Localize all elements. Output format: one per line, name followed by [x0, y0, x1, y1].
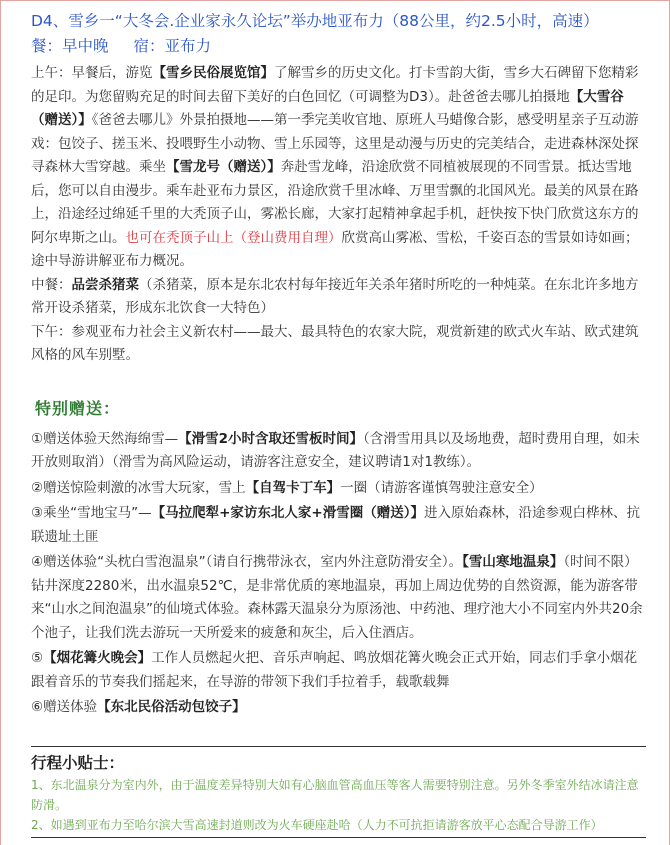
- text: （含滑雪用具以及场地费，超时费用自理，如未开放则取消）（滑雪为高风险运动，请游客注意安全，建议聘请1对1教练）。: [31, 430, 640, 470]
- tip-item: 1、东北温泉分为室内外，由于温度差异特别大如有心脑血管高血压等客人需要特别注意。另外冬季室外结冰请注意防滑。: [31, 778, 639, 812]
- day-title: D4、雪乡一“大冬会.企业家永久论坛”举办地亚布力（88公里，约2.5小时，高速）: [31, 12, 599, 30]
- lodging-label: 宿：亚布力: [133, 37, 211, 55]
- afternoon-paragraph: 下午：参观亚布力社会主义新农村——最大、最具特色的农家大院，观赏新建的欧式火车站、欧式建筑风格的风车别墅。: [31, 323, 639, 363]
- highlight: 【雪龙号（赠送）】: [166, 159, 281, 175]
- highlight: 【烟花篝火晚会】: [43, 650, 152, 666]
- highlight: 【雪乡民俗展览馆】: [152, 65, 274, 81]
- morning-paragraph: [31, 62, 646, 274]
- day-content: [31, 8, 646, 722]
- text: ⑤: [31, 650, 44, 666]
- text: 中餐：: [31, 276, 72, 293]
- gift-item: [31, 502, 646, 549]
- text: ③乘坐“雪地宝马”—: [31, 505, 152, 521]
- text: 进入原始森林，沿途参观白桦林、抗联遗址土匪: [31, 505, 640, 545]
- text: ①赠送体验天然海绵雪—: [31, 430, 179, 447]
- top-border: [1, 0, 670, 1]
- text: 欣赏高山雾凇、雪松，千姿百态的雪景如诗如画；途中导游讲解亚布力概况。: [31, 229, 639, 269]
- highlight: 【马拉爬犁+家访东北人家+滑雪圈（赠送）】: [151, 505, 424, 521]
- highlight: 【大雪谷（赠送）】: [31, 88, 624, 128]
- highlight: 【滑雪2小时含取还雪板时间】: [178, 430, 364, 447]
- gifts-title: 特别赠送：: [35, 398, 121, 418]
- tip-item: 2、如遇到亚布力至哈尔滨大雪高速封道则改为火车硬座赴哈（人力不可抗拒请游客放平心态配合导游工作）: [31, 818, 603, 832]
- highlight: 【雪山寒地温泉】: [462, 554, 564, 570]
- highlight: 【自驾卡丁车】: [245, 479, 341, 496]
- tips-title: 行程小贴士：: [31, 754, 125, 772]
- text: 了解雪乡的历史文化。打卡雪韵大街，雪乡大石碑留下您精彩的足印。为您留购充足的时间去留下美好的白色回忆（可调整为D3）。赴爸爸去哪儿拍摄地: [31, 65, 639, 105]
- text: 上午：早餐后，游览: [31, 65, 153, 81]
- divider: [31, 746, 646, 747]
- text: （时间不限）钻井深度2280米，出水温泉52℃，是非常优质的寒地温泉，再加上周边优势的自然资源，能为游客带来“山水之间泡温泉”的仙境式体验。森林露天温泉分为原汤池、中药池、理疗池大小不同室内外共20余个池子，让我们洗去游玩一天所爱来的疲惫和灰尘，后入住酒店。: [31, 554, 643, 641]
- text: ②赠送惊险刺激的冰雪大玩家，雪上: [31, 479, 246, 496]
- text: 《爸爸去哪儿》外景拍摄地——第一季完美收官地、原班人马蜡像合影，感受明星亲子互动游戏：包饺子、搓玉米、投喂野生小动物、雪上乐园等，这里是动漫与历史的完美结合，走进森林深处探寻森林大雪穿越。乘坐: [31, 112, 639, 175]
- noon-paragraph: [31, 274, 646, 321]
- gift-item: [31, 696, 646, 720]
- gift-item: [31, 428, 646, 475]
- meals-label: 餐：早中晚: [31, 37, 109, 55]
- gift-item: [31, 551, 646, 645]
- text: 一圈（请游客谨慎驾驶注意安全）: [340, 479, 543, 496]
- text: ④赠送体验“头枕白雪泡温泉”（请自行携带泳衣，室内外注意防滑安全）。: [31, 554, 463, 570]
- gift-item: [31, 477, 646, 501]
- spacer: [31, 368, 646, 396]
- text: ⑥赠送体验: [31, 699, 98, 715]
- meal-lodging-row: [31, 34, 646, 58]
- highlight: 品尝杀猪菜: [71, 276, 139, 293]
- tips-section: [31, 746, 646, 838]
- optional-note: 也可在秃顶子山上（登山费用自理）: [125, 229, 342, 246]
- text: 奔赴雪龙峰，沿途欣赏不同植被展现的不同雪景。抵达雪地后，您可以自由漫步。乘车赴亚布力景区，沿途欣赏千里冰峰、万里雪飘的北国风光。最美的风景在路上，沿途经过绵延千里的大秃顶子山，雾凇长廊，大家打起精神拿起手机，赶快按下快门欣赏这东方的阿尔卑斯之山。: [31, 159, 639, 246]
- text: 工作人员燃起火把、音乐声响起、鸣放烟花篝火晚会正式开始，同志们手拿小烟花跟着音乐的节奏我们摇起来，在导游的带领下我们手拉着手，载歌载舞: [31, 650, 638, 690]
- highlight: 【东北民俗活动包饺子】: [97, 699, 246, 715]
- text: （杀猪菜，原本是东北农村每年接近年关杀年猪时所吃的一种炖菜。在东北许多地方常开设杀猪菜，形成东北饮食一大特色）: [31, 276, 639, 316]
- gift-item: [31, 647, 646, 694]
- divider: [31, 837, 646, 838]
